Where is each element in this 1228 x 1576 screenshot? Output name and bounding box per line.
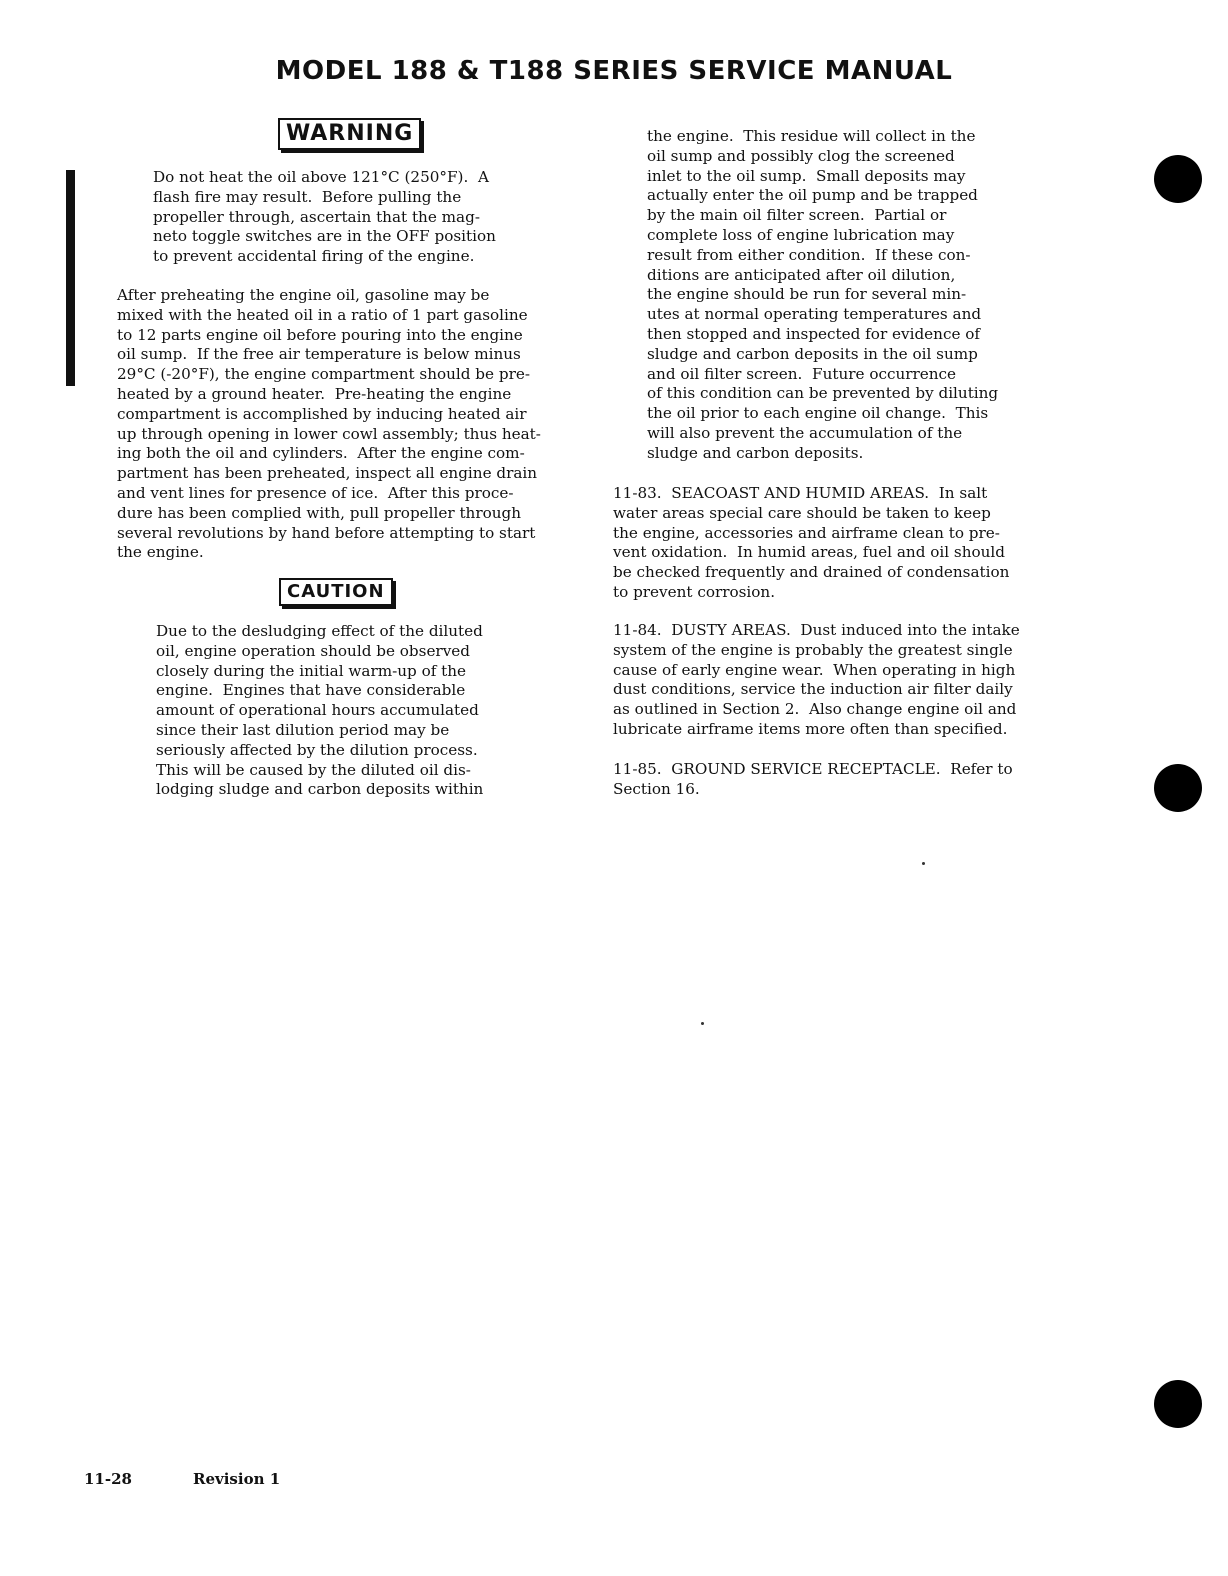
caution-text-continued: the engine. This residue will collect in the oil sump and possibly clog the screened inlet to the oil sump. Small deposits may actually enter the oil pump and be trapped by the main oil filter screen. Partial or complete loss of engine lubrication may result from either condition. If these con- ditions are anticipated after oil dilution, the engine should be run for several min- utes at normal operating temperatures and then stopped and inspected for evidence of sludge and carbon deposits in the oil sump and oil filter screen. Future occurrence of this condition can be prevented by diluting the oil prior to each engine oil change. This will also prevent the accumulation of the sludge and carbon deposits.: [647, 127, 999, 462]
revision-label: Revision 1: [193, 1470, 281, 1488]
page-number: 11-28: [84, 1470, 132, 1488]
scan-speck: [922, 862, 925, 865]
preheat-paragraph: After preheating the engine oil, gasoline may be mixed with the heated oil in a ratio of 1 part gasoline to 12 parts engine oil before pouring into the engine oil sump. If the free air temperature is below minus 29°C (-20°F), the engine compartment should be pre- heated by a ground heater. Pre-heating the engine compartment is accomplished by inducing heated air up through opening in lower cowl assembly; thus heat- ing both the oil and cylinders. After the engine com- partment has been preheated, inspect all engine drain and vent lines for presence of ice. After this proce- dure has been complied with, pull propeller through several revolutions by hand before attempting to start the engine.: [117, 286, 541, 562]
punch-hole-middle: [1154, 764, 1202, 812]
page-title: MODEL 188 & T188 SERIES SERVICE MANUAL: [275, 56, 953, 86]
section-11-85: 11-85. GROUND SERVICE RECEPTACLE. Refer to Section 16.: [613, 760, 1013, 798]
punch-hole-top: [1154, 155, 1202, 203]
caution-text: Due to the desludging effect of the diluted oil, engine operation should be observed closely during the initial warm-up of the engine. Engines that have considerable amount of operational hours accumulated since their last dilution period may be seriously affected by the dilution process. This will be caused by the diluted oil dis- lodging sludge and carbon deposits within: [156, 622, 484, 799]
section-11-84: 11-84. DUSTY AREAS. Dust induced into the intake system of the engine is probably the greatest single cause of early engine wear. When operating in high dust conditions, service the induction air filter daily as outlined in Section 2. Also change engine oil and lubricate airframe items more often than specified.: [613, 621, 1020, 738]
scan-speck: [701, 1022, 704, 1025]
section-11-83: 11-83. SEACOAST AND HUMID AREAS. In salt water areas special care should be taken to keep the engine, accessories and airframe clean to pre- vent oxidation. In humid areas, fuel and oil should be checked frequently and drained of condensation to prevent corrosion.: [613, 484, 1010, 601]
punch-hole-bottom: [1154, 1380, 1202, 1428]
caution-label: CAUTION: [279, 578, 393, 606]
warning-label: WARNING: [278, 118, 421, 150]
warning-text: Do not heat the oil above 121°C (250°F). A flash fire may result. Before pulling the propeller through, ascertain that the mag- neto toggle switches are in the OFF position to prevent accidental firing of the engine.: [153, 168, 496, 266]
revision-change-bar: [66, 170, 75, 386]
